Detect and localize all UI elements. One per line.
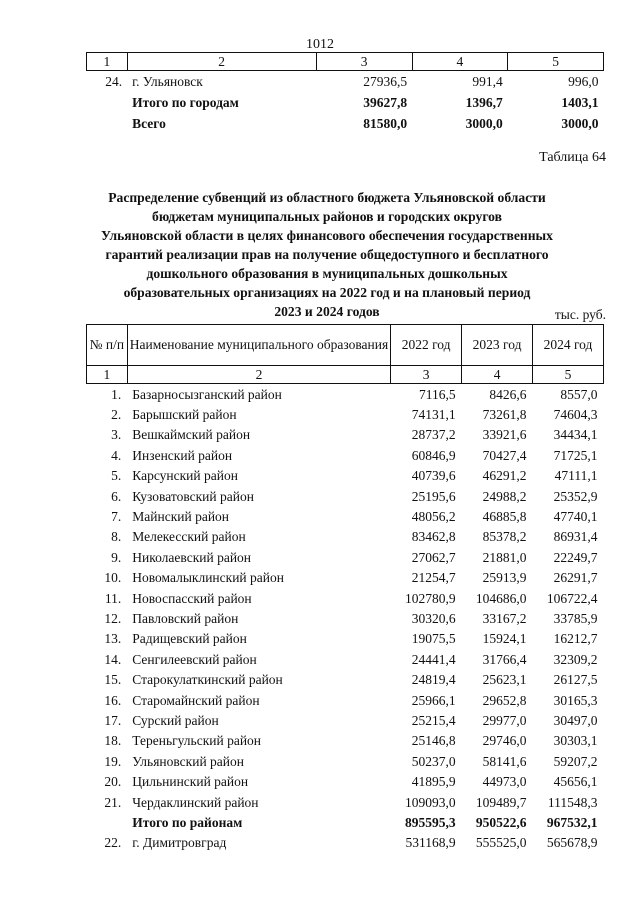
title-line: Распределение субвенций из областного бюджета Ульяновской области (108, 190, 546, 205)
value-2024: 16212,7 (553, 631, 598, 647)
value-2022: 27062,7 (411, 549, 456, 565)
table-row (87, 731, 604, 751)
row-number: 4. (111, 447, 122, 463)
row-name: Цильнинский район (132, 774, 249, 790)
table-row (87, 527, 604, 547)
row-number: 10. (104, 570, 122, 586)
value-2023: 104686,0 (475, 590, 527, 606)
col-number-2: 2 (127, 53, 316, 71)
table-row (87, 486, 604, 506)
value-2024: 45656,1 (553, 774, 598, 790)
value-2023: 58141,6 (482, 753, 527, 769)
row-name: Старомайнский район (132, 692, 260, 708)
title-line: образовательных организациях на 2022 год и на плановый период (123, 285, 531, 300)
value-2024: 33785,9 (553, 610, 598, 626)
value-2022: 30320,6 (411, 610, 456, 626)
table-row (87, 547, 604, 567)
table-body (87, 384, 604, 853)
table-row (87, 608, 604, 628)
total-row (87, 113, 604, 134)
row-name: Сурский район (132, 712, 219, 728)
value-2023: 15924,1 (482, 631, 527, 647)
value-col-5: 1403,1 (561, 95, 599, 110)
value-2023: 33921,6 (482, 427, 527, 443)
row-name: Вешкаймский район (132, 427, 251, 443)
row-number: 14. (104, 651, 122, 667)
value-2022: 895595,3 (404, 814, 456, 830)
value-2022: 50237,0 (411, 753, 456, 769)
title-line: Ульяновской области в целях финансового обеспечения государственных (101, 228, 553, 243)
table-label: Таблица 64 (539, 150, 606, 165)
value-2022: 19075,5 (411, 631, 456, 647)
row-number: 1. (111, 386, 122, 402)
value-2023: 8426,6 (489, 386, 527, 402)
value-2023: 24988,2 (482, 488, 527, 504)
table-row (87, 404, 604, 424)
value-2024: 8557,0 (560, 386, 598, 402)
value-col-3: 27936,5 (363, 74, 408, 89)
value-col-3: 81580,0 (363, 116, 408, 131)
row-number: 17. (104, 712, 122, 728)
value-col-4: 1396,7 (465, 95, 503, 110)
value-2024: 30303,1 (553, 733, 598, 749)
row-number: 15. (104, 672, 122, 688)
row-name: Барышский район (132, 407, 237, 423)
row-number: 22. (104, 835, 122, 851)
value-2023: 555525,0 (475, 835, 527, 851)
value-2024: 34434,1 (553, 427, 598, 443)
value-2024: 71725,1 (553, 447, 598, 463)
row-number: 8. (111, 529, 122, 545)
col-number-4: 4 (462, 366, 533, 384)
table-row (87, 384, 604, 405)
row-name: Кузоватовский район (132, 488, 254, 504)
value-2024: 26291,7 (553, 570, 598, 586)
value-2024: 30497,0 (553, 712, 598, 728)
header-number: № п/п (87, 325, 128, 366)
table-row (87, 568, 604, 588)
row-name: Павловский район (132, 610, 239, 626)
value-2023: 950522,6 (475, 814, 527, 830)
col-number-4: 4 (412, 53, 508, 71)
header-2023: 2023 год (462, 325, 533, 366)
value-2024: 565678,9 (546, 835, 598, 851)
title-line: 2023 и 2024 годов (274, 304, 380, 319)
value-2024: 26127,5 (553, 672, 598, 688)
col-number-2: 2 (127, 366, 390, 384)
title-line: гарантий реализации прав на получение общедоступного и бесплатного (105, 247, 549, 262)
column-number-row (87, 366, 604, 384)
value-2024: 22249,7 (553, 549, 598, 565)
value-col-5: 3000,0 (561, 116, 599, 131)
row-number: 12. (104, 610, 122, 626)
table-title (92, 188, 562, 321)
value-2022: 24441,4 (411, 651, 456, 667)
row-number (87, 812, 128, 832)
continued-table (86, 52, 604, 134)
title-line: бюджетам муниципальных районов и городских округов (152, 209, 502, 224)
value-2022: 24819,4 (411, 672, 456, 688)
table-row (87, 588, 604, 608)
value-2023: 44973,0 (482, 774, 527, 790)
value-2022: 21254,7 (411, 570, 456, 586)
row-name: Мелекесский район (132, 529, 246, 545)
title-line: дошкольного образования в муниципальных дошкольных (146, 266, 508, 281)
value-col-4: 991,4 (472, 74, 503, 89)
value-2023: 25913,9 (482, 570, 527, 586)
row-number (87, 113, 128, 134)
table-row (87, 833, 604, 853)
row-number: 20. (104, 774, 122, 790)
value-2022: 60846,9 (411, 447, 456, 463)
row-name: Карсунский район (132, 468, 238, 484)
value-2022: 25195,6 (411, 488, 456, 504)
value-2023: 85378,2 (482, 529, 527, 545)
col-number-3: 3 (316, 53, 412, 71)
value-2023: 29652,8 (482, 692, 527, 708)
value-2022: 28737,2 (411, 427, 456, 443)
value-2023: 73261,8 (482, 407, 527, 423)
units-label: тыс. руб. (554, 307, 606, 322)
row-name: Ульяновский район (132, 753, 244, 769)
table-row (87, 71, 604, 93)
value-2023: 29977,0 (482, 712, 527, 728)
value-2024: 47111,1 (554, 468, 598, 484)
row-name: Итого по районам (132, 814, 243, 830)
row-number (87, 92, 128, 113)
header-2022: 2022 год (391, 325, 462, 366)
value-2024: 25352,9 (553, 488, 598, 504)
row-number: 5. (111, 468, 122, 484)
table-row (87, 710, 604, 730)
value-2024: 30165,3 (553, 692, 598, 708)
row-number: 24. (105, 74, 123, 89)
value-2022: 83462,8 (411, 529, 456, 545)
value-2024: 59207,2 (553, 753, 598, 769)
row-number: 11. (104, 590, 122, 606)
row-number: 9. (111, 549, 122, 565)
value-2022: 25966,1 (411, 692, 456, 708)
table-row (87, 771, 604, 791)
value-2023: 21881,0 (482, 549, 527, 565)
value-2022: 25146,8 (411, 733, 456, 749)
value-2023: 46885,8 (482, 509, 527, 525)
row-number: 21. (104, 794, 122, 810)
row-name: Майнский район (132, 509, 230, 525)
value-col-5: 996,0 (568, 74, 599, 89)
value-2022: 25215,4 (411, 712, 456, 728)
row-name: Инзенский район (132, 447, 233, 463)
col-number-1: 1 (87, 366, 128, 384)
table-row (87, 649, 604, 669)
value-2023: 29746,0 (482, 733, 527, 749)
table-row (87, 466, 604, 486)
subtotal-row (87, 812, 604, 832)
header-2024: 2024 год (533, 325, 604, 366)
value-2022: 41895,9 (411, 774, 456, 790)
row-number: 19. (104, 753, 122, 769)
value-2022: 102780,9 (404, 590, 456, 606)
col-number-1: 1 (87, 53, 128, 71)
row-name: г. Димитровград (132, 835, 227, 851)
value-col-4: 3000,0 (465, 116, 503, 131)
value-2022: 109093,0 (404, 794, 456, 810)
row-number: 2. (111, 407, 122, 423)
col-number-5: 5 (508, 53, 604, 71)
column-number-row (87, 53, 604, 71)
value-2023: 109489,7 (475, 794, 527, 810)
table-row (87, 669, 604, 689)
table-row (87, 425, 604, 445)
col-number-5: 5 (533, 366, 604, 384)
row-name: Базарносызганский район (132, 386, 282, 402)
row-name: г. Ульяновск (132, 74, 203, 89)
row-name: Всего (132, 116, 166, 131)
row-name: Новомалыклинский район (132, 570, 284, 586)
subventions-table (86, 324, 604, 853)
value-2022: 531168,9 (405, 835, 456, 851)
row-number: 3. (111, 427, 122, 443)
table-row (87, 629, 604, 649)
subtotal-row (87, 92, 604, 113)
row-name: Старокулаткинский район (132, 672, 283, 688)
value-2024: 967532,1 (546, 814, 598, 830)
value-2024: 47740,1 (553, 509, 598, 525)
row-number: 16. (104, 692, 122, 708)
value-2022: 74131,1 (411, 407, 456, 423)
value-2023: 33167,2 (482, 610, 527, 626)
table-row (87, 751, 604, 771)
value-2024: 111548,3 (547, 794, 598, 810)
row-name: Чердаклинский район (132, 794, 259, 810)
value-2024: 86931,4 (553, 529, 598, 545)
row-number: 7. (111, 509, 122, 525)
value-col-3: 39627,8 (363, 95, 408, 110)
row-name: Новоспасский район (132, 590, 252, 606)
row-number: 13. (104, 631, 122, 647)
row-number: 18. (104, 733, 122, 749)
value-2022: 48056,2 (411, 509, 456, 525)
row-name: Итого по городам (132, 95, 239, 110)
value-2023: 70427,4 (482, 447, 527, 463)
value-2023: 25623,1 (482, 672, 527, 688)
table-row (87, 445, 604, 465)
row-number: 6. (111, 488, 122, 504)
table-row (87, 506, 604, 526)
page-number: 1012 (306, 37, 334, 52)
row-name: Николаевский район (132, 549, 252, 565)
value-2023: 46291,2 (482, 468, 527, 484)
value-2024: 74604,3 (553, 407, 598, 423)
value-2024: 32309,2 (553, 651, 598, 667)
col-number-3: 3 (391, 366, 462, 384)
value-2024: 106722,4 (546, 590, 598, 606)
row-name: Сенгилеевский район (132, 651, 257, 667)
value-2022: 7116,5 (418, 386, 456, 402)
header-name: Наименование муниципального образования (127, 325, 390, 366)
header-row (87, 325, 604, 366)
row-name: Радищевский район (132, 631, 247, 647)
value-2022: 40739,6 (411, 468, 456, 484)
row-name: Тереньгульский район (132, 733, 262, 749)
table-row (87, 690, 604, 710)
table-row (87, 792, 604, 812)
value-2023: 31766,4 (482, 651, 527, 667)
